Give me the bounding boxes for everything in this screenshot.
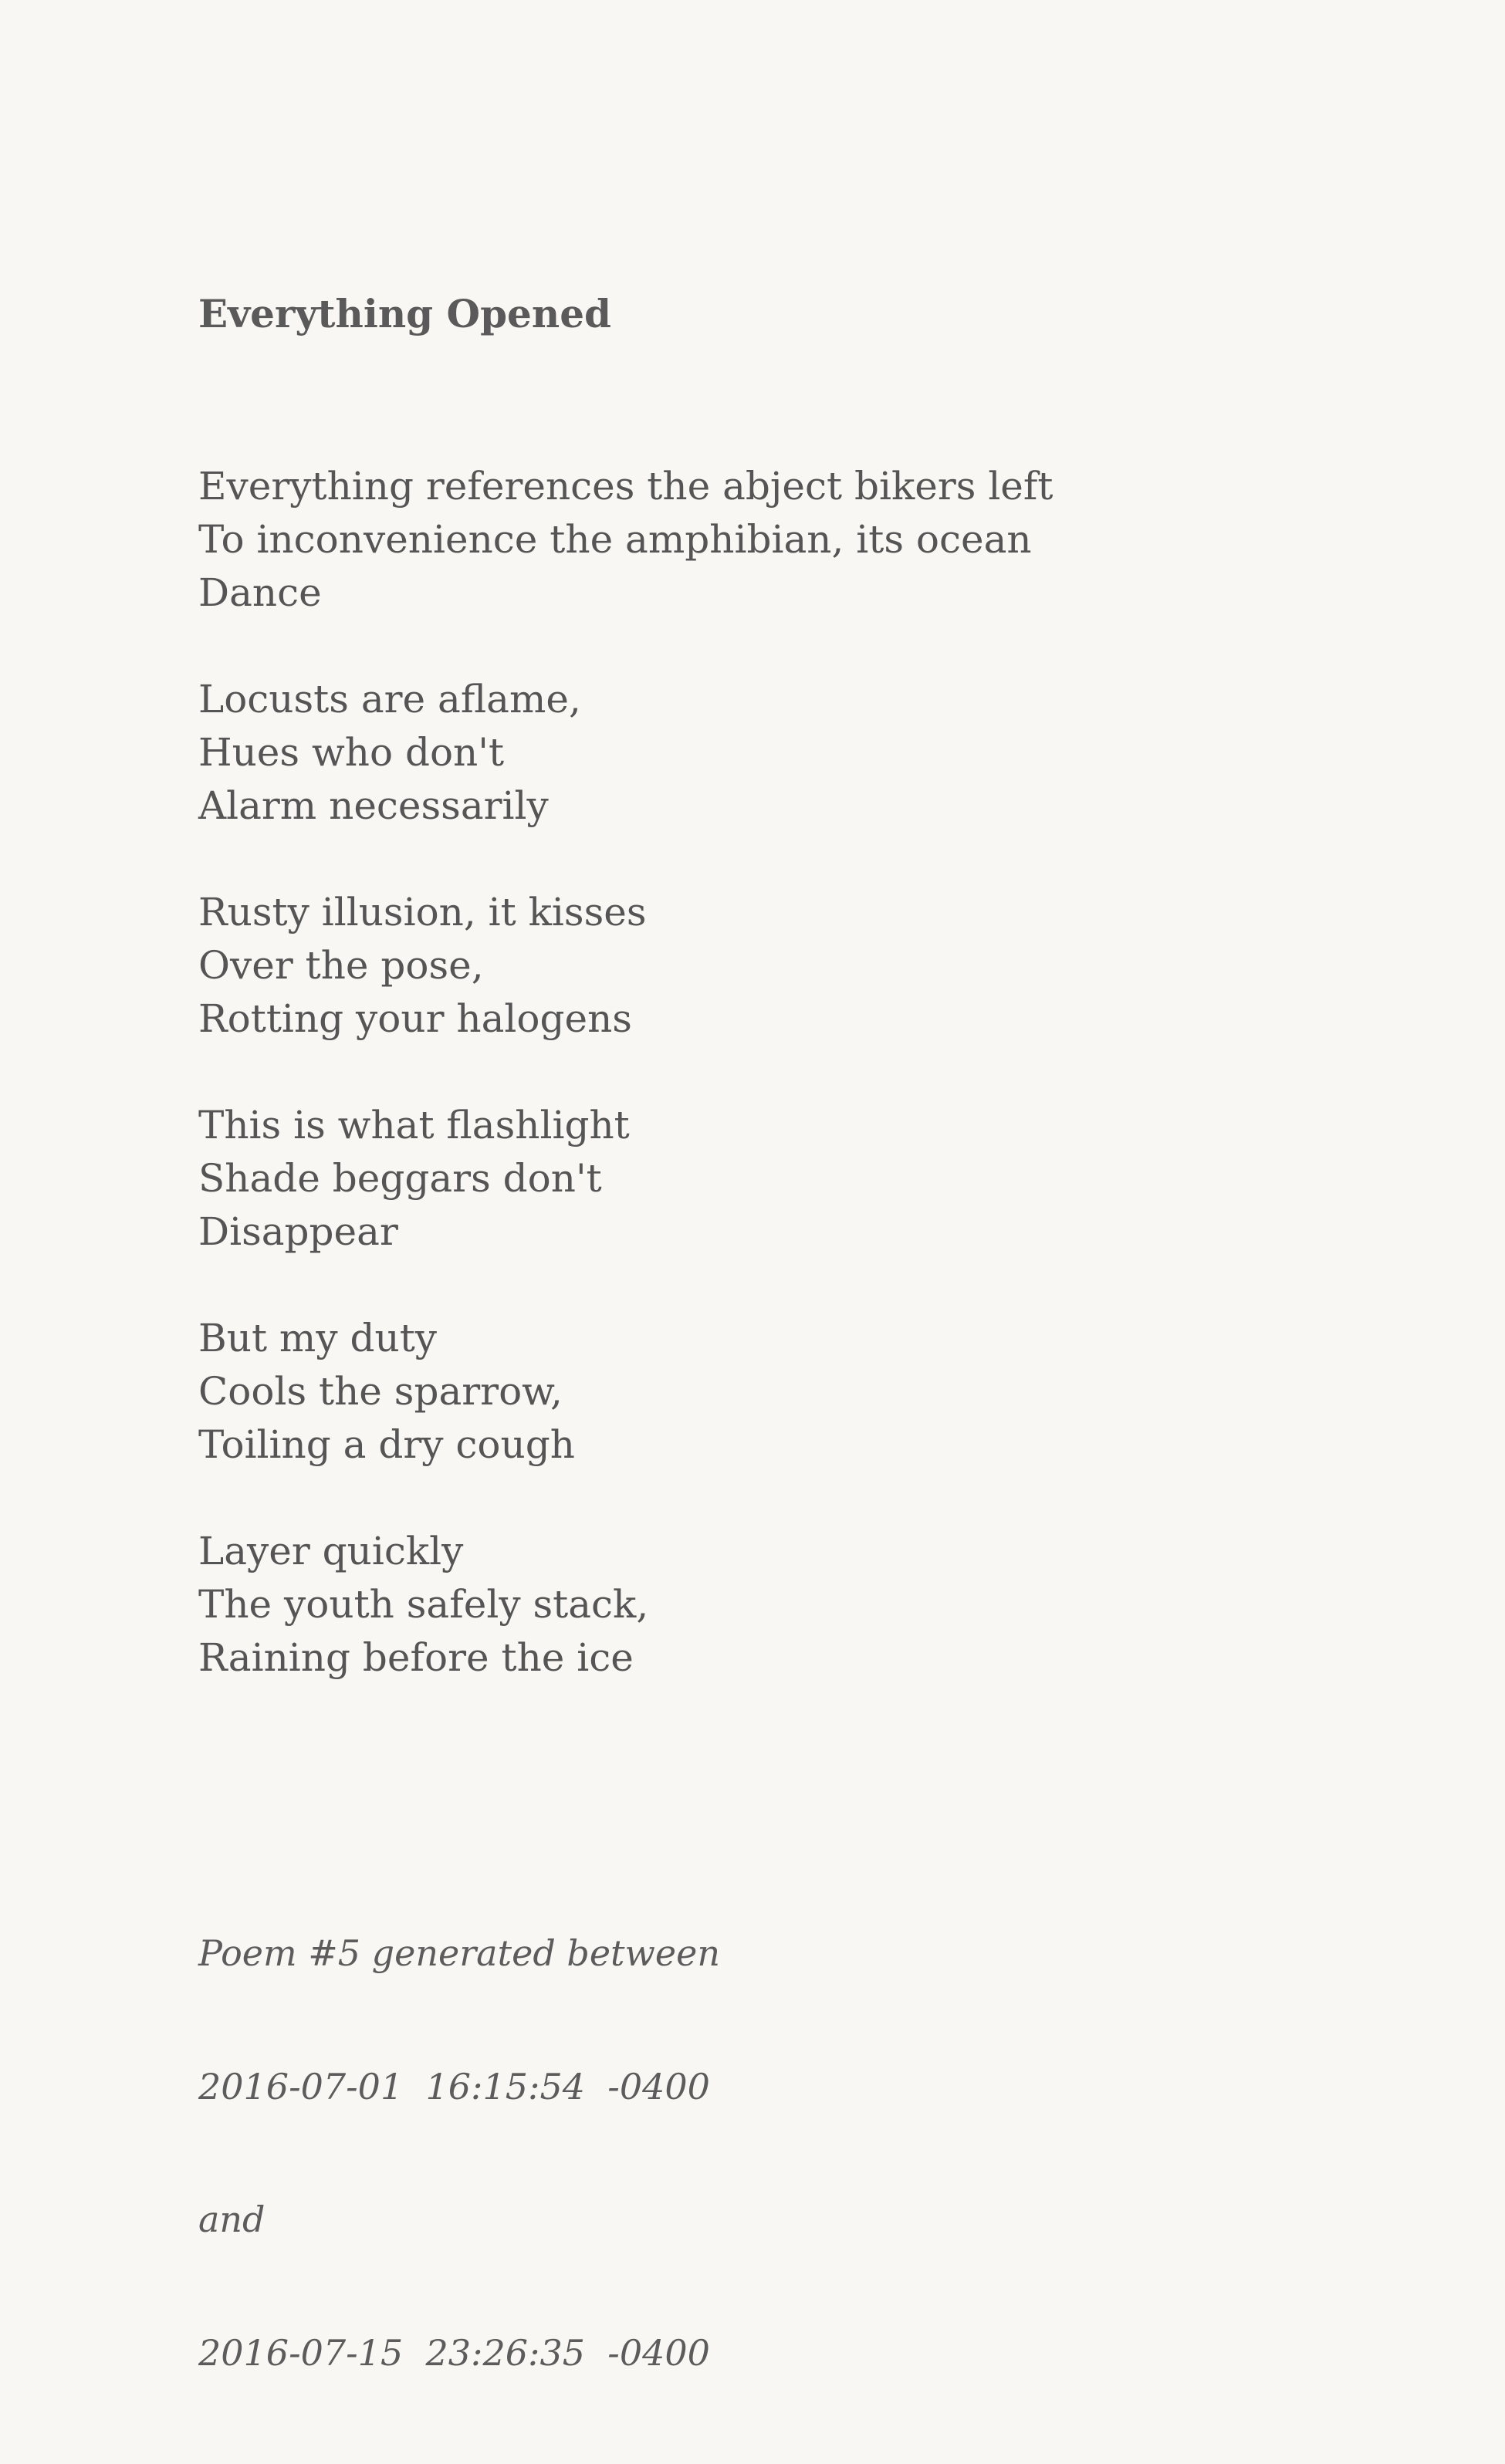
poem-line: Rusty illusion, it kisses <box>198 890 647 935</box>
poem-line: Shade beggars don't <box>198 1156 602 1201</box>
footer-start-timestamp: 2016-07-01 16:15:54 -0400 <box>198 2065 710 2107</box>
poem-line: Hues who don't <box>198 730 505 775</box>
poem-line: To inconvenience the amphibian, its ocean <box>198 517 1032 562</box>
poem-line: Locusts are aflame, <box>198 677 581 722</box>
footer-caption: Poem #5 generated between <box>198 1932 720 1974</box>
stanza <box>198 1312 1054 1472</box>
poem-line: Dance <box>198 570 322 615</box>
poem-line: Cools the sparrow, <box>198 1369 563 1414</box>
poem-title: Everything Opened <box>198 291 611 336</box>
stanza <box>198 1525 1054 1685</box>
poem-body <box>198 460 1054 1738</box>
poem-line: Everything references the abject bikers left <box>198 464 1054 509</box>
poem-line: Layer quickly <box>198 1529 464 1573</box>
poem-line: Disappear <box>198 1209 398 1254</box>
footer-end-timestamp: 2016-07-15 23:26:35 -0400 <box>198 2331 710 2374</box>
poem-line: Over the pose, <box>198 943 484 988</box>
poem-line: This is what flashlight <box>198 1103 630 1148</box>
poem-line: Toiling a dry cough <box>198 1422 575 1467</box>
stanza <box>198 460 1054 620</box>
poem-line: The youth safely stack, <box>198 1582 649 1627</box>
poem-line: Raining before the ice <box>198 1635 634 1680</box>
stanza <box>198 1099 1054 1259</box>
stanza <box>198 886 1054 1046</box>
footer-conjunction: and <box>198 2199 265 2240</box>
poem-line: Alarm necessarily <box>198 783 549 828</box>
generation-footer <box>198 1843 720 2464</box>
poem-line: Rotting your halogens <box>198 996 632 1041</box>
poem-line: But my duty <box>198 1316 438 1360</box>
stanza <box>198 673 1054 833</box>
